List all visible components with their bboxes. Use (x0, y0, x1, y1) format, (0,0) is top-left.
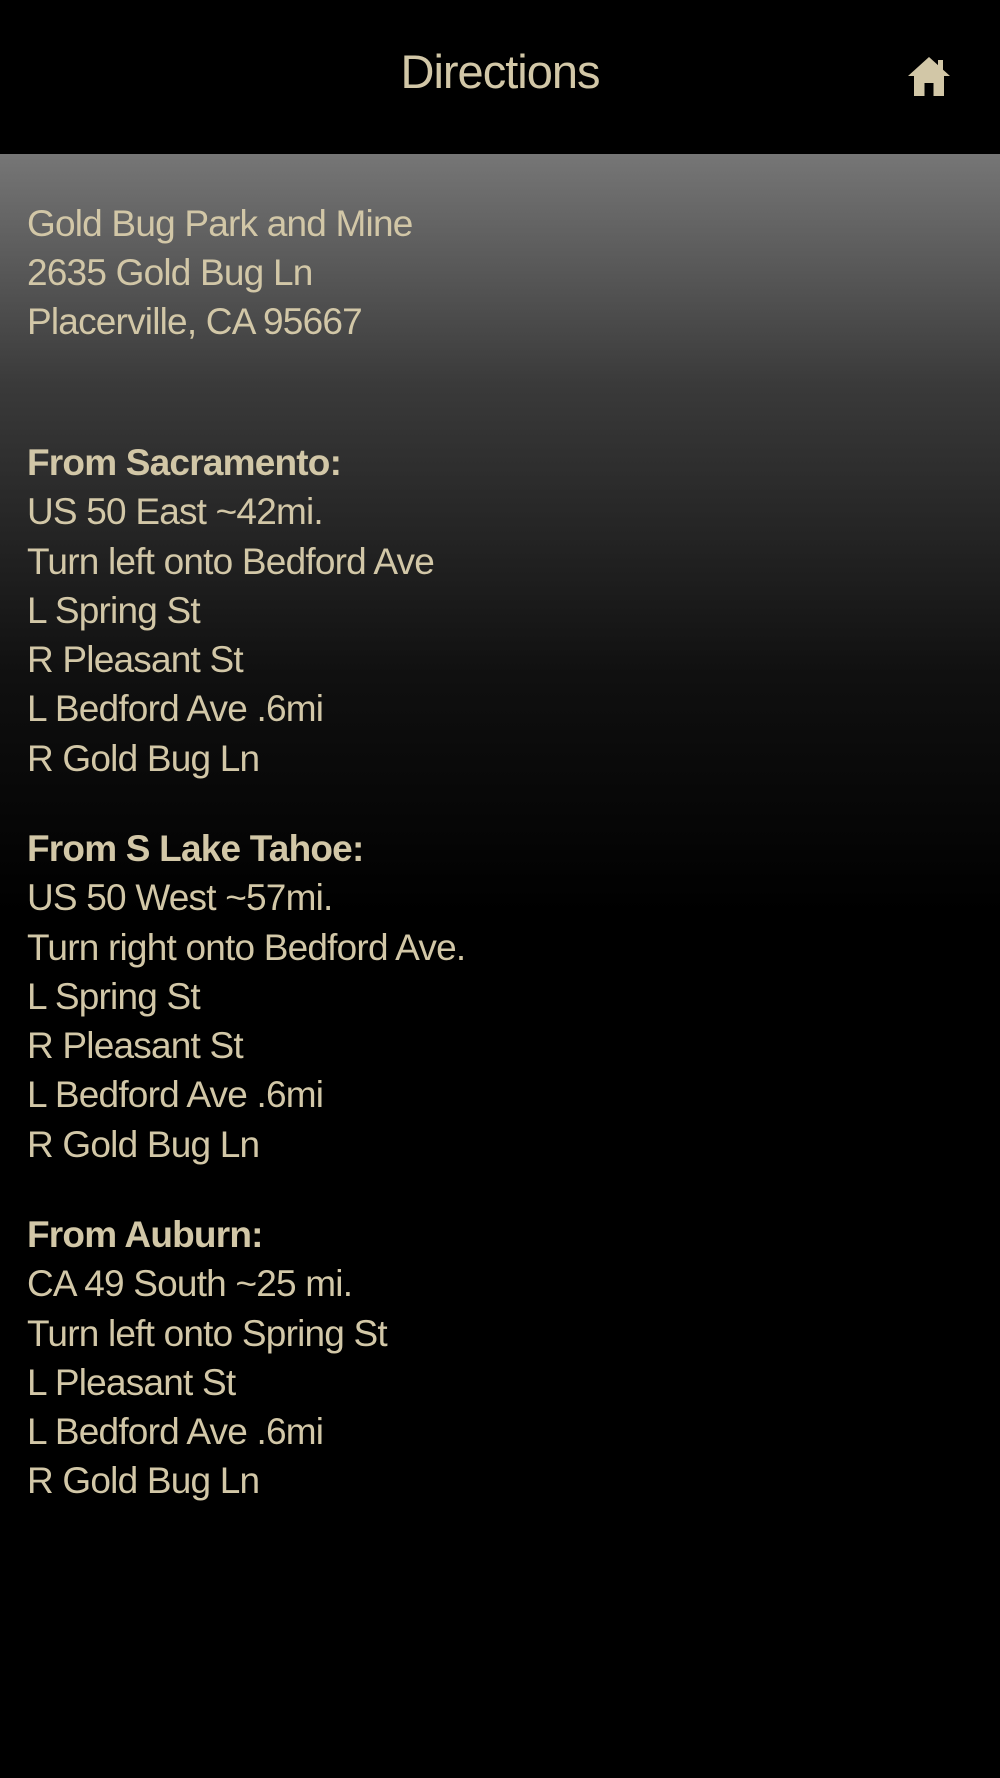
direction-step: R Gold Bug Ln (27, 1460, 260, 1502)
section-heading: From Auburn: (27, 1214, 263, 1255)
direction-step: Turn left onto Bedford Ave (27, 540, 435, 582)
direction-step: R Pleasant St (27, 639, 243, 681)
direction-step: R Gold Bug Ln (27, 737, 260, 779)
direction-step: US 50 East ~42mi. (27, 491, 323, 533)
home-button[interactable] (905, 52, 953, 100)
directions-from-auburn (27, 1210, 387, 1506)
direction-step: L Pleasant St (27, 1361, 236, 1403)
direction-step: Turn left onto Spring St (27, 1312, 387, 1354)
address-block (27, 199, 413, 346)
directions-from-sacramento (27, 438, 434, 783)
direction-step: R Gold Bug Ln (27, 1123, 260, 1165)
direction-step: L Spring St (27, 975, 200, 1017)
place-name: Gold Bug Park and Mine (27, 203, 413, 244)
direction-step: US 50 West ~57mi. (27, 877, 333, 919)
city-state-zip: Placerville, CA 95667 (27, 301, 362, 342)
direction-step: L Spring St (27, 589, 200, 631)
direction-step: CA 49 South ~25 mi. (27, 1263, 353, 1305)
direction-step: R Pleasant St (27, 1025, 243, 1067)
app-header (0, 0, 1000, 154)
section-heading: From S Lake Tahoe: (27, 828, 364, 869)
direction-step: L Bedford Ave .6mi (27, 1074, 324, 1116)
direction-step: L Bedford Ave .6mi (27, 1411, 324, 1453)
direction-step: Turn right onto Bedford Ave. (27, 926, 466, 968)
directions-content (0, 154, 1000, 1778)
home-icon (905, 52, 953, 100)
section-heading: From Sacramento: (27, 442, 342, 483)
page-title: Directions (400, 45, 600, 98)
street-address: 2635 Gold Bug Ln (27, 252, 313, 293)
direction-step: L Bedford Ave .6mi (27, 688, 324, 730)
directions-from-s-lake-tahoe (27, 824, 465, 1169)
